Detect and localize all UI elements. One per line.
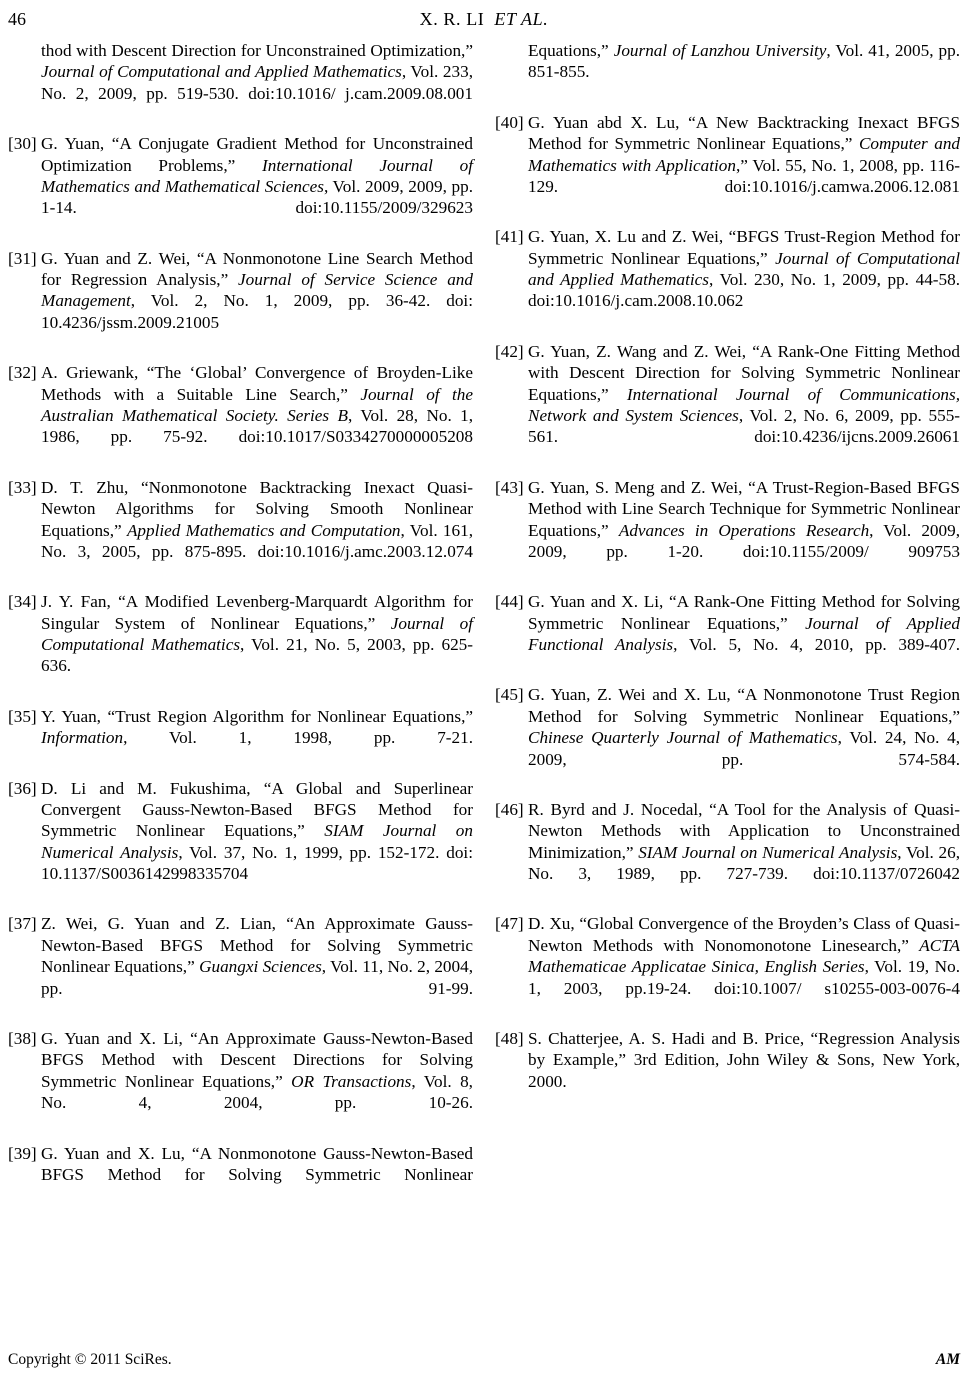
reference-text: D. Xu, “Global Convergence of the Broyden’s Class of Quasi-Newton Methods with Nonomonotone Linesearch,” ACTA Mathematicae Applicatae Sinica, English Series, Vol. 19, No. 1, 2003, pp.19-24. doi:10.1007/ s10255-003-0076-4 [528,914,960,998]
reference-entry [495,112,960,219]
reference-text: G. Yuan and X. Li, “A Rank-One Fitting Method for Solving Symmetric Nonlinear Equations,” Journal of Applied Functional Analysis, Vol. 5, No. 4, 2010, pp. 389-407. [528,592,961,655]
reference-entry [8,778,473,906]
reference-number: [39] [8,1143,37,1163]
reference-number: [32] [8,363,37,383]
reference-number: [37] [8,914,37,934]
reference-text: G. Yuan, “A Conjugate Gradient Method for Unconstrained Optimization Problems,” International Journal of Mathematics and Mathematical Sciences, Vol. 2009, 2009, pp. 1-14. doi:10.1155/2009/329623 [41,134,473,218]
right-column [495,40,960,1310]
reference-number: [38] [8,1028,37,1048]
reference-entry [8,477,473,584]
reference-entry [495,341,960,469]
reference-text: Z. Wei, G. Yuan and Z. Lian, “An Approximate Gauss-Newton-Based BFGS Method for Solving Symmetric Nonlinear Equations,” Guangxi Sciences, Vol. 11, No. 2, 2004, pp. 91-99. [41,914,473,998]
reference-entry [495,1028,960,1114]
reference-text: G. Yuan, Z. Wang and Z. Wei, “A Rank-One Fitting Method with Descent Direction for Solving Symmetric Nonlinear Equations,” International Journal of Communications, Network and System Sciences, Vol. 2, No. 6, 2009, pp. 555-561. doi:10.4236/ijcns.2009.26061 [528,341,961,447]
reference-text: G. Yuan, Z. Wei and X. Lu, “A Nonmonotone Trust Region Method for Solving Symmetric Nonlinear Equations,” Chinese Quarterly Journal of Mathematics, Vol. 24, No. 4, 2009, pp. 574-584. [528,685,960,769]
reference-number: [31] [8,248,37,268]
reference-entry [495,913,960,1020]
reference-entry [8,362,473,469]
reference-number: [30] [8,134,37,154]
reference-number: [36] [8,778,37,798]
reference-entry [495,226,960,333]
reference-text: G. Yuan and X. Lu, “A Nonmonotone Gauss-Newton-Based BFGS Method for Solving Symmetric Nonlinear [41,1143,473,1184]
reference-text: thod with Descent Direction for Unconstrained Optimization,” Journal of Computational and Applied Mathematics, Vol. 233, No. 2, 2009, pp. 519-530. doi:10.1016/ j.cam.2009.08.001 [41,41,473,103]
reference-entry [8,1028,473,1135]
reference-number: [34] [8,592,37,612]
reference-number: [42] [495,341,524,361]
reference-number: [48] [495,1028,524,1048]
reference-entry [8,248,473,355]
reference-number: [41] [495,227,524,247]
reference-entry [8,133,473,240]
reference-entry [495,799,960,906]
reference-entry [495,477,960,584]
reference-text: A. Griewank, “The ‘Global’ Convergence of Broyden-Like Methods with a Suitable Line Search,” Journal of the Australian Mathematical Society. Series B, Vol. 28, No. 1, 1986, pp. 75-92. doi:10.1017/S0334270000005208 [41,363,474,447]
reference-entry [8,1143,473,1207]
reference-text: S. Chatterjee, A. S. Hadi and B. Price, “Regression Analysis by Example,” 3rd Edition, John Wiley & Sons, New York, 2000. [528,1028,960,1091]
running-head-authors: X. R. LI [419,9,485,29]
running-head [8,8,960,32]
reference-number: [35] [8,706,37,726]
reference-entry [8,706,473,770]
reference-number: [46] [495,799,524,819]
reference-text: D. Li and M. Fukushima, “A Global and Superlinear Convergent Gauss-Newton-Based BFGS Method for Symmetric Nonlinear Equations,” SIAM Journal on Numerical Analysis, Vol. 37, No. 1, 1999, pp. 152-172. doi: 10.1137/S0036142998335704 [41,778,473,884]
reference-entry [495,40,960,104]
reference-text: J. Y. Fan, “A Modified Levenberg-Marquardt Algorithm for Singular System of Nonlinear Equations,” Journal of Computational Mathematics, Vol. 21, No. 5, 2003, pp. 625-636. [41,592,473,676]
journal-abbreviation: AM [935,1351,960,1368]
running-head-et-al: ET AL. [494,9,549,29]
reference-text: Y. Yuan, “Trust Region Algorithm for Nonlinear Equations,” Information, Vol. 1, 1998, pp. 7-21. [41,706,473,748]
reference-text: D. T. Zhu, “Nonmonotone Backtracking Inexact Quasi-Newton Algorithms for Solving Smooth Nonlinear Equations,” Applied Mathematics and Computation, Vol. 161, No. 3, 2005, pp. 875-895. doi:10.1016/j.amc.2003.12.074 [41,477,473,561]
two-column-body [8,40,960,1310]
reference-number: [44] [495,592,524,612]
reference-text: R. Byrd and J. Nocedal, “A Tool for the Analysis of Quasi-Newton Methods with Application to Unconstrained Minimization,” SIAM Journal on Numerical Analysis, Vol. 26, No. 3, 1989, pp. 727-739. doi:10.1137/0726042 [528,799,961,884]
reference-number: [43] [495,477,524,497]
reference-number: [40] [495,112,524,132]
reference-entry [8,913,473,1020]
copyright-notice: Copyright © 2011 SciRes. [8,1351,172,1368]
reference-entry [495,591,960,677]
reference-number: [33] [8,477,37,497]
reference-text: G. Yuan and X. Li, “An Approximate Gauss-Newton-Based BFGS Method with Descent Directions for Solving Symmetric Nonlinear Equations,” OR Transactions, Vol. 8, No. 4, 2004, pp. 10-26. [41,1028,473,1113]
reference-entry [8,40,473,126]
running-head-title [8,8,960,30]
reference-text: G. Yuan abd X. Lu, “A New Backtracking Inexact BFGS Method for Symmetric Nonlinear Equations,” Computer and Mathematics with Application,” Vol. 55, No. 1, 2008, pp. 116-129. doi:10.1016/j.camwa.2006.12.081 [528,112,961,196]
reference-text: G. Yuan, S. Meng and Z. Wei, “A Trust-Region-Based BFGS Method with Line Search Technique for Symmetric Nonlinear Equations,” Advances in Operations Research, Vol. 2009, 2009, pp. 1-20. doi:10.1155/2009/ 909753 [528,477,960,561]
reference-text: G. Yuan and Z. Wei, “A Nonmonotone Line Search Method for Regression Analysis,” Journal of Service Science and Management, Vol. 2, No. 1, 2009, pp. 36-42. doi: 10.4236/jssm.2009.21005 [41,248,473,332]
reference-entry [495,684,960,791]
reference-entry [8,591,473,698]
left-column [8,40,473,1310]
page-footer [8,1350,960,1372]
reference-number: [45] [495,685,524,705]
reference-number: [47] [495,914,524,934]
reference-text: Equations,” Journal of Lanzhou University, Vol. 41, 2005, pp. 851-855. [528,41,960,82]
page-number: 46 [8,9,26,29]
reference-text: G. Yuan, X. Lu and Z. Wei, “BFGS Trust-Region Method for Symmetric Nonlinear Equations,” Journal of Computational and Applied Mathematics, Vol. 230, No. 1, 2009, pp. 44-58. doi:10.1016/j.cam.2008.10.062 [528,227,961,311]
